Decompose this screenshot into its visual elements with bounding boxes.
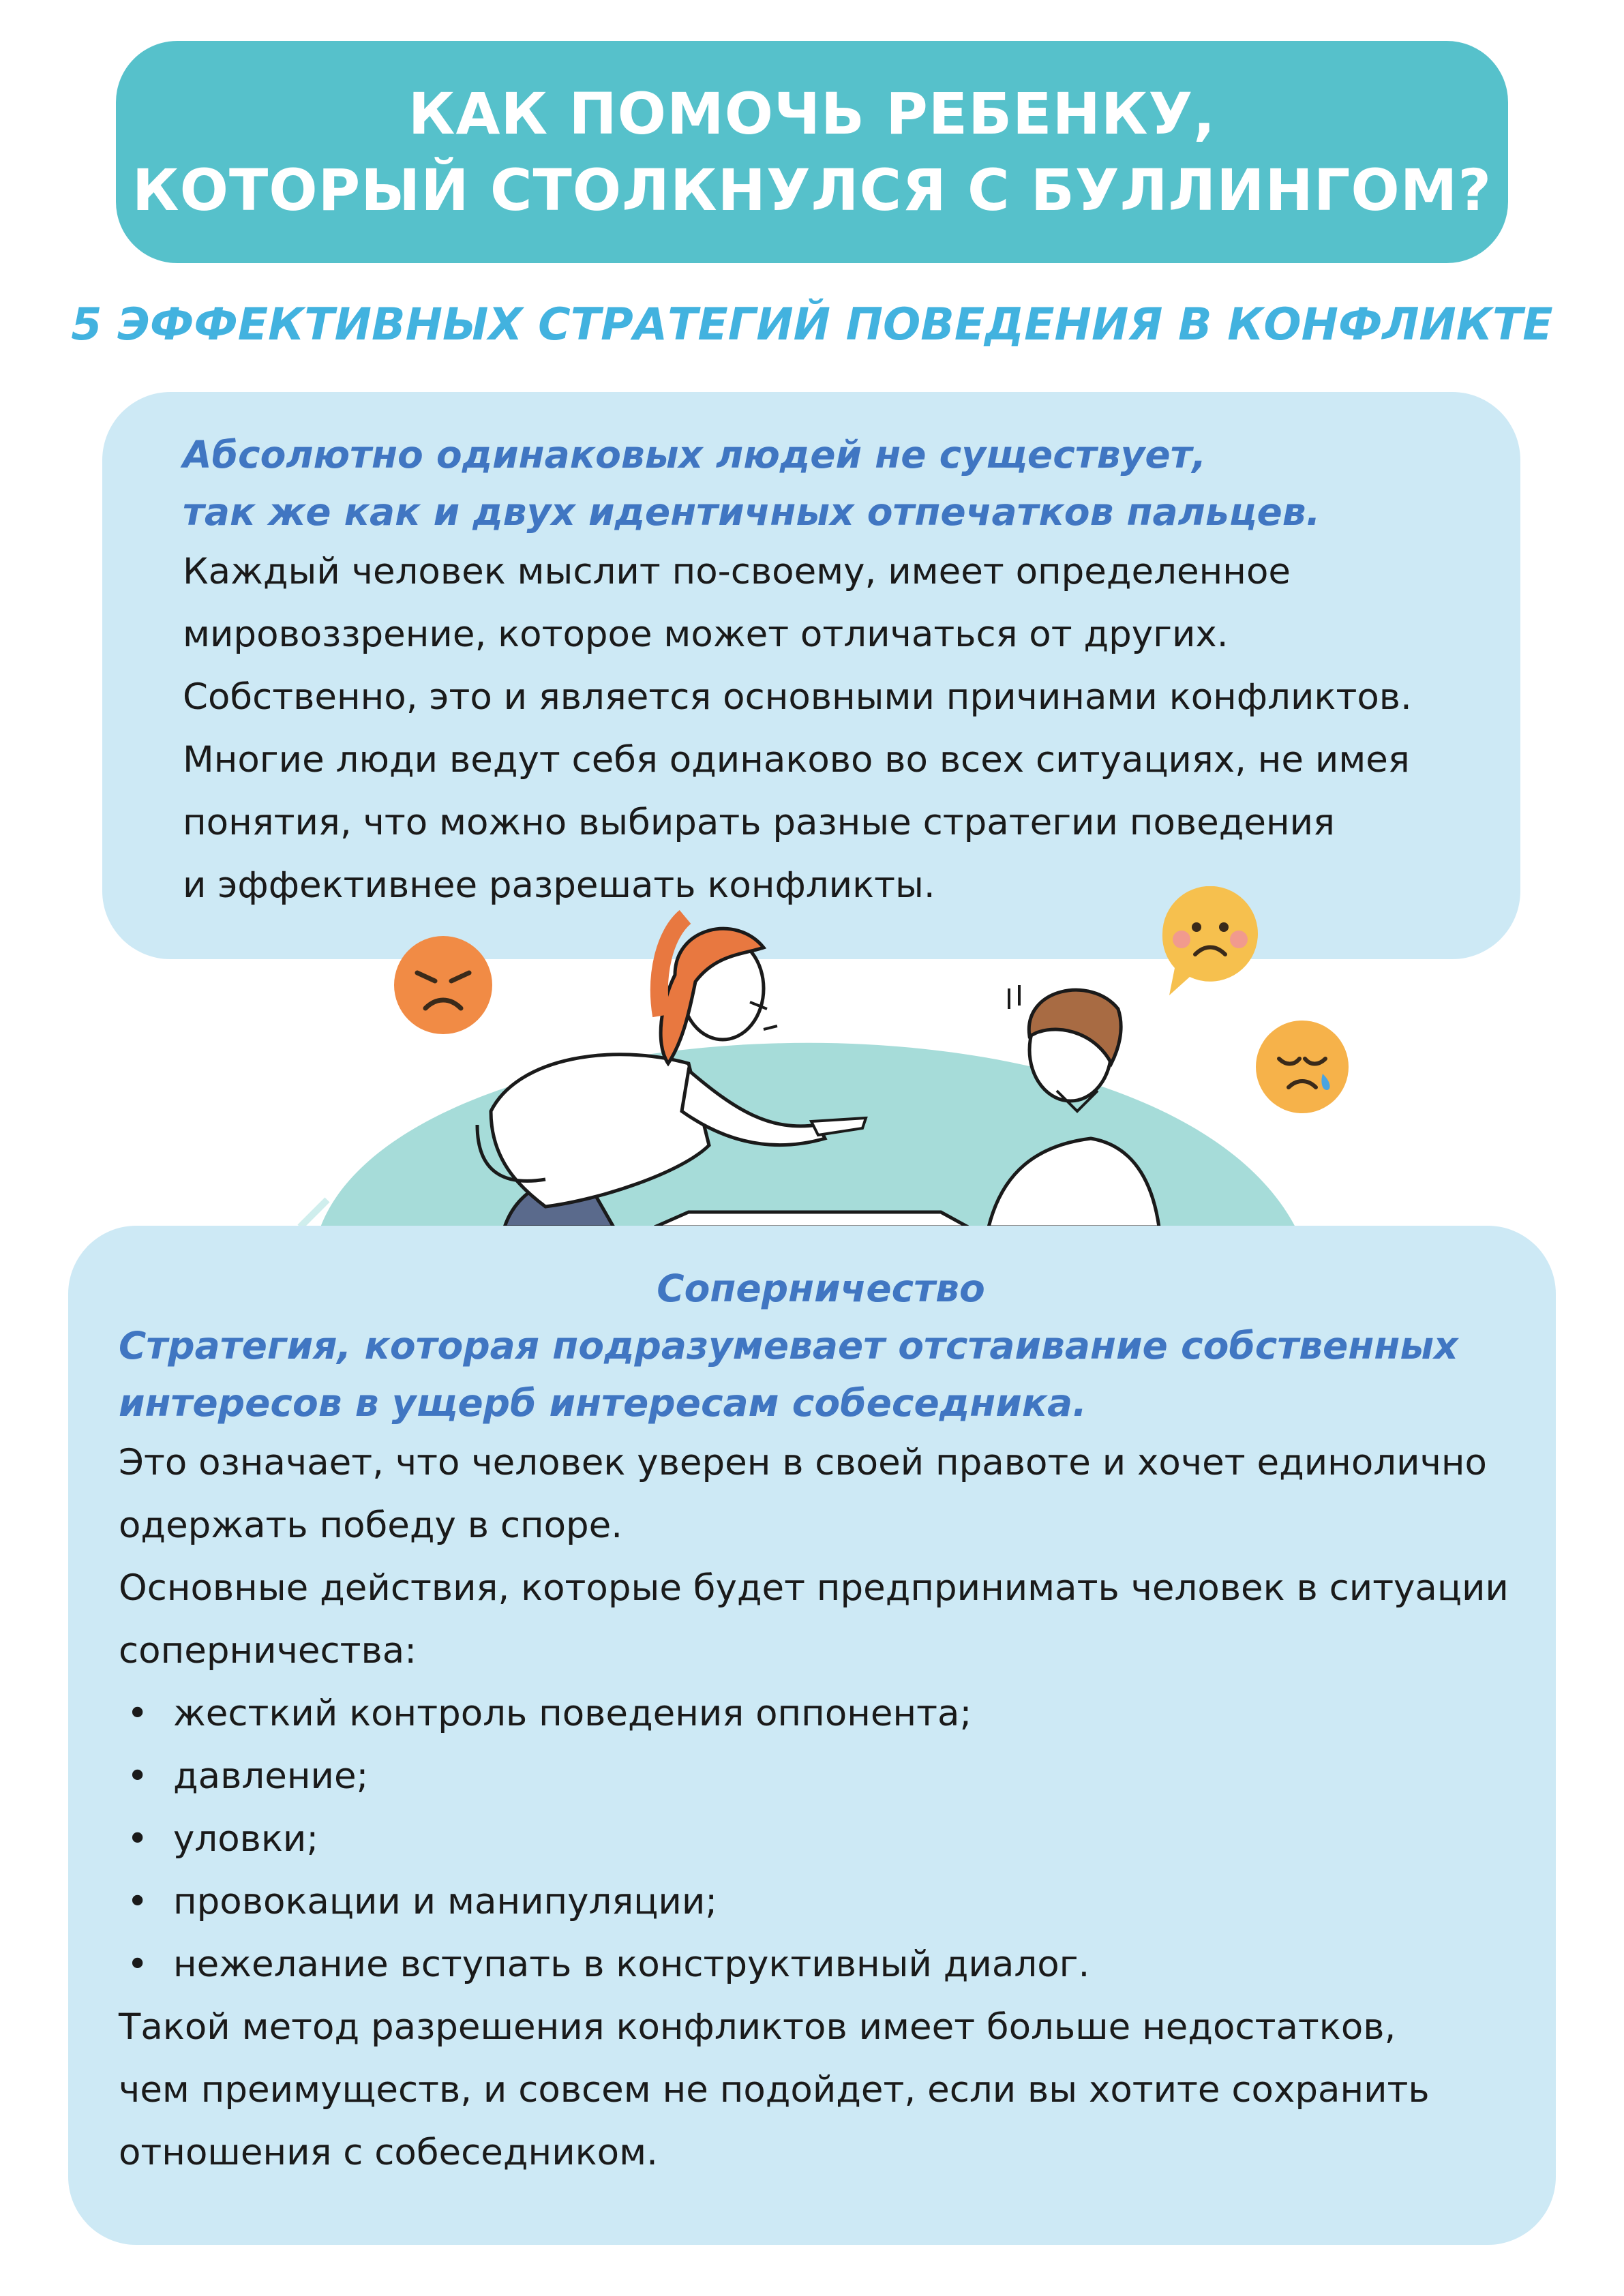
strategy-text-line: Основные действия, которые будет предпринимать человек в ситуации <box>119 1567 1509 1609</box>
title-line-2: КОТОРЫЙ СТОЛКНУЛСЯ С БУЛЛИНГОМ? <box>132 157 1492 224</box>
list-item <box>119 1745 1523 1808</box>
intro-card <box>102 392 1520 959</box>
list-item-text: провокации и манипуляции; <box>173 1881 718 1922</box>
list-item-text: нежелание вступать в конструктивный диалог. <box>173 1944 1090 1985</box>
conflict-illustration <box>0 886 1624 1227</box>
strategy-text-line: соперничества: <box>119 1630 417 1672</box>
strategy-card <box>68 1226 1556 2245</box>
intro-emphasis-line: Абсолютно одинаковых людей не существует, <box>183 433 1207 477</box>
strategy-text-line: Такой метод разрешения конфликтов имеет больше недостатков, <box>119 2006 1396 2048</box>
intro-text-line: мировоззрение, которое может отличаться от других. <box>183 614 1229 655</box>
strategy-text-line: отношения с собеседником. <box>119 2132 658 2173</box>
intro-text-line: Каждый человек мыслит по-своему, имеет определенное <box>183 551 1291 592</box>
bullet-icon: • <box>127 1944 149 1985</box>
list-item <box>119 1871 1523 1933</box>
angry-emoji-icon <box>394 936 492 1034</box>
intro-text-line: Многие люди ведут себя одинаково во всех ситуациях, не имея <box>183 739 1410 781</box>
list-item <box>119 1808 1523 1871</box>
crying-emoji-icon <box>1256 1021 1349 1113</box>
list-item <box>119 1933 1523 1996</box>
list-item-text: жесткий контроль поведения оппонента; <box>173 1693 972 1734</box>
subtitle: 5 ЭФФЕКТИВНЫХ СТРАТЕГИЙ ПОВЕДЕНИЯ В КОНФЛИКТЕ <box>71 299 1553 350</box>
list-item-text: давление; <box>173 1755 369 1797</box>
bullet-icon: • <box>127 1881 149 1922</box>
sad-speech-emoji-icon <box>1162 886 1258 995</box>
bullet-icon: • <box>127 1818 149 1860</box>
strategy-content <box>119 1260 1523 2184</box>
intro-text-line: Собственно, это и является основными причинами конфликтов. <box>183 676 1412 718</box>
title-banner <box>116 41 1508 263</box>
list-item-text: уловки; <box>173 1818 319 1860</box>
intro-text-line: понятия, что можно выбирать разные стратегии поведения <box>183 802 1335 843</box>
strategy-emphasis-line: интересов в ущерб интересам собеседника. <box>119 1381 1087 1425</box>
strategy-heading: Соперничество <box>657 1267 985 1310</box>
actions-list <box>119 1682 1523 1996</box>
intro-emphasis-line: так же как и двух идентичных отпечатков пальцев. <box>183 490 1321 534</box>
title-line-1: КАК ПОМОЧЬ РЕБЕНКУ, <box>408 80 1216 147</box>
list-item <box>119 1682 1523 1745</box>
bullet-icon: • <box>127 1755 149 1797</box>
strategy-text-line: Это означает, что человек уверен в своей правоте и хочет единолично <box>119 1442 1487 1483</box>
strategy-emphasis-line: Стратегия, которая подразумевает отстаивание собственных <box>119 1324 1458 1368</box>
intro-text-line: и эффективнее разрешать конфликты. <box>183 864 935 906</box>
strategy-text-line: одержать победу в споре. <box>119 1505 623 1546</box>
bullet-icon: • <box>127 1693 149 1734</box>
intro-content <box>183 426 1492 917</box>
strategy-text-line: чем преимуществ, и совсем не подойдет, если вы хотите сохранить <box>119 2069 1430 2111</box>
table <box>655 1212 968 1227</box>
